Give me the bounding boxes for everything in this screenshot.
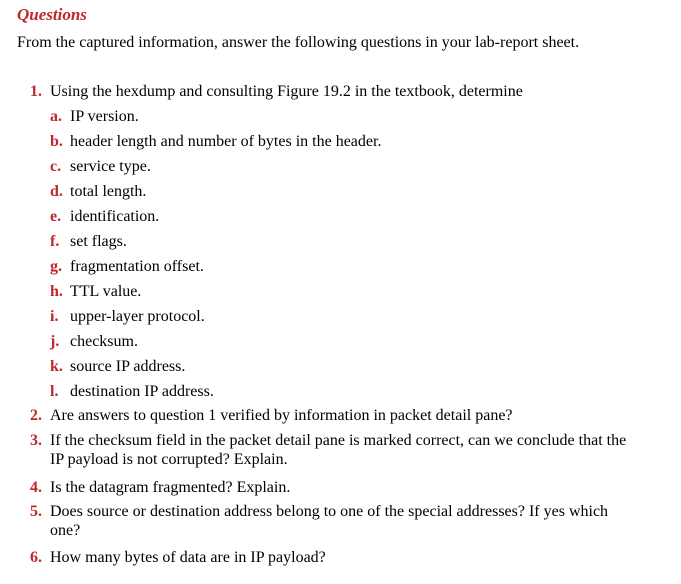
question-text: How many bytes of data are in IP payload? — [50, 549, 326, 566]
question-text: Is the datagram fragmented? Explain. — [50, 479, 291, 496]
subitem-text: IP version. — [70, 108, 139, 125]
subitem-text: service type. — [70, 158, 151, 175]
question-text: Using the hexdump and consulting Figure 19.2 in the textbook, determine — [50, 83, 523, 100]
subitem-text: checksum. — [70, 333, 138, 350]
subitem-letter: f. — [50, 233, 60, 250]
question-number: 4. — [30, 479, 42, 496]
subitem-letter: d. — [50, 183, 63, 200]
subitem-text: total length. — [70, 183, 147, 200]
question-text: Are answers to question 1 verified by information in packet detail pane? — [50, 407, 513, 424]
subitem-letter: l. — [50, 383, 59, 400]
subitem-text: set flags. — [70, 233, 127, 250]
subitem-letter: e. — [50, 208, 62, 225]
question-number: 5. — [30, 503, 42, 520]
subitem-letter: g. — [50, 258, 62, 275]
subitem-letter: b. — [50, 133, 63, 150]
subitem-letter: a. — [50, 108, 62, 125]
question-number: 1. — [30, 83, 42, 100]
subitem-letter: i. — [50, 308, 59, 325]
question-text: Does source or destination address belong to one of the special addresses? If yes which one? — [50, 503, 609, 539]
subitem-letter: c. — [50, 158, 62, 175]
section-heading: Questions — [17, 5, 87, 24]
subitem-text: source IP address. — [70, 358, 186, 375]
subitem-letter: h. — [50, 283, 63, 300]
subitem-text: header length and number of bytes in the header. — [70, 133, 382, 150]
subitem-letter: j. — [50, 333, 60, 350]
question-number: 2. — [30, 407, 42, 424]
subitem-text: TTL value. — [70, 283, 142, 300]
subitem-text: destination IP address. — [70, 383, 214, 400]
intro-paragraph: From the captured information, answer the following questions in your lab-report sheet. — [17, 34, 580, 51]
subitem-letter: k. — [50, 358, 63, 375]
question-number: 3. — [30, 432, 42, 449]
question-text: If the checksum field in the packet detail pane is marked correct, can we conclude that the IP payload is not corrupted? Explain. — [50, 432, 627, 468]
subitem-text: identification. — [70, 208, 160, 225]
question-number: 6. — [30, 549, 42, 566]
subitem-text: upper-layer protocol. — [70, 308, 205, 325]
subitem-text: fragmentation offset. — [70, 258, 204, 275]
